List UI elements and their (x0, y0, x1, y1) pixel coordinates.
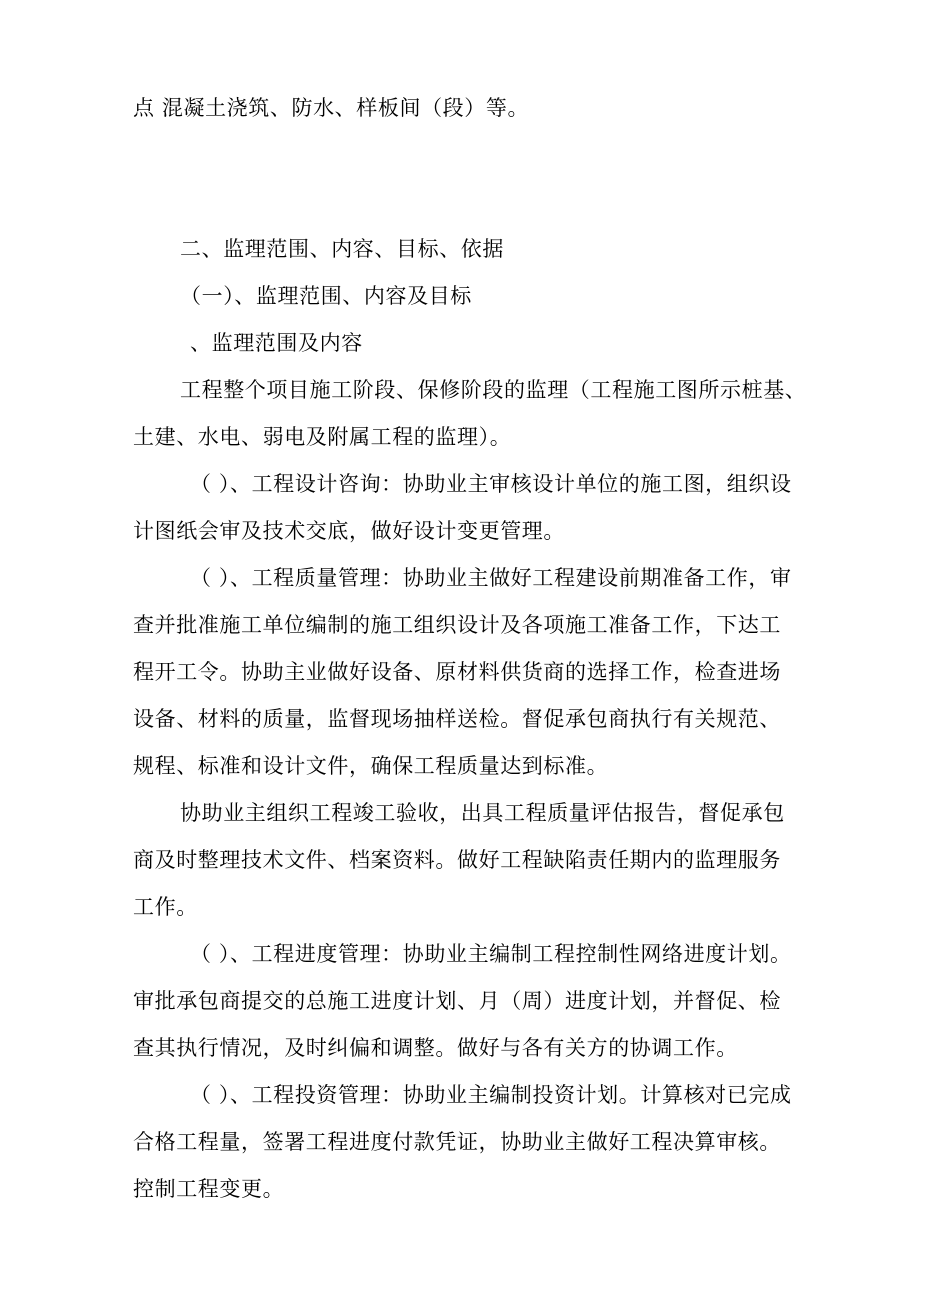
paragraph-quality-line-3: 程开工令。协助主业做好设备、原材料供货商的选择工作，检查进场 (133, 660, 781, 684)
paragraph-quality-line-1: （ ）、工程质量管理：协助业主做好工程建设前期准备工作，审 (190, 566, 792, 590)
paragraph-acceptance-line-2: 商及时整理技术文件、档案资料。做好工程缺陷责任期内的监理服务 (133, 848, 781, 872)
subsection-heading-1: （一）、监理范围、内容及目标 (180, 284, 472, 308)
paragraph-schedule-line-3: 查其执行情况，及时纠偏和调整。做好与各有关方的协调工作。 (133, 1036, 738, 1060)
paragraph-investment-line-3: 控制工程变更。 (133, 1177, 285, 1201)
paragraph-investment-line-2: 合格工程量，签署工程进度付款凭证，协助业主做好工程决算审核。 (133, 1130, 781, 1154)
paragraph-investment-line-1: （ ）、工程投资管理：协助业主编制投资计划。计算核对已完成 (190, 1083, 792, 1107)
paragraph-quality-line-4: 设备、材料的质量，监督现场抽样送检。督促承包商执行有关规范、 (133, 707, 781, 731)
paragraph-scope-line-1: 工程整个项目施工阶段、保修阶段的监理（工程施工图所示桩基、 (180, 378, 807, 402)
paragraph-design-line-1: （ ）、工程设计咨询：协助业主审核设计单位的施工图，组织设 (190, 472, 792, 496)
paragraph-acceptance-line-1: 协助业主组织工程竣工验收，出具工程质量评估报告，督促承包 (180, 801, 785, 825)
paragraph-schedule-line-1: （ ）、工程进度管理：协助业主编制工程控制性网络进度计划。 (190, 942, 792, 966)
paragraph-design-line-2: 计图纸会审及技术交底，做好设计变更管理。 (133, 519, 565, 543)
text-line-1: 点 混凝土浇筑、防水、样板间（段）等。 (133, 96, 530, 120)
paragraph-quality-line-2: 查并批准施工单位编制的施工组织设计及各项施工准备工作，下达工 (133, 613, 781, 637)
paragraph-acceptance-line-3: 工作。 (133, 895, 198, 919)
paragraph-scope-line-2: 土建、水电、弱电及附属工程的监理）。 (133, 425, 512, 449)
item-heading-scope: 、监理范围及内容 (190, 331, 363, 355)
paragraph-quality-line-5: 规程、标准和设计文件，确保工程质量达到标准。 (133, 754, 609, 778)
paragraph-schedule-line-2: 审批承包商提交的总施工进度计划、月（周）进度计划，并督促、检 (133, 989, 781, 1013)
section-heading-2: 二、监理范围、内容、目标、依据 (180, 237, 504, 261)
